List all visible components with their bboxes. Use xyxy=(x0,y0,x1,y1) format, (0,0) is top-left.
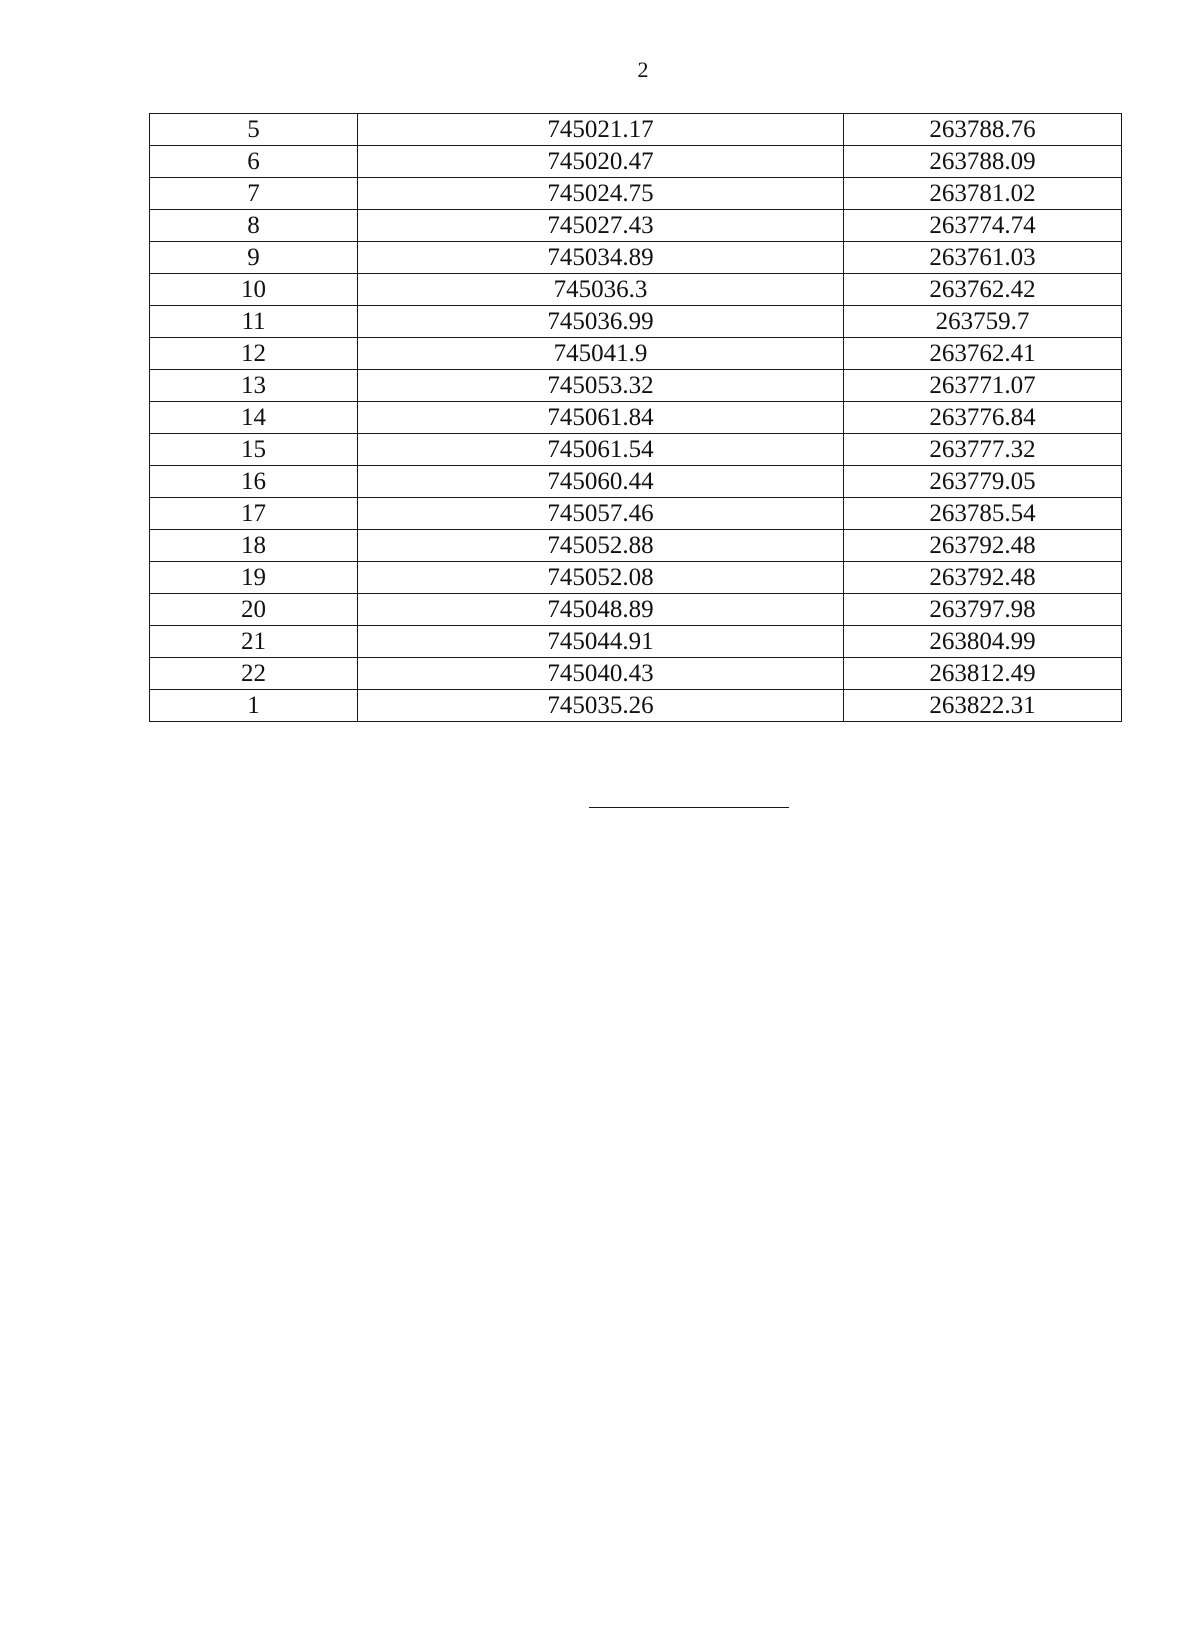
point-number-cell: 15 xyxy=(150,434,358,466)
table-row xyxy=(150,658,1122,690)
x-coordinate-cell: 745021.17 xyxy=(358,114,844,146)
x-coordinate-cell: 745027.43 xyxy=(358,210,844,242)
table-row xyxy=(150,306,1122,338)
y-coordinate-cell: 263776.84 xyxy=(844,402,1122,434)
table-row xyxy=(150,114,1122,146)
y-coordinate-cell: 263812.49 xyxy=(844,658,1122,690)
table-row xyxy=(150,690,1122,722)
x-coordinate-cell: 745057.46 xyxy=(358,498,844,530)
point-number-cell: 7 xyxy=(150,178,358,210)
y-coordinate-cell: 263779.05 xyxy=(844,466,1122,498)
table-row xyxy=(150,242,1122,274)
table-row xyxy=(150,626,1122,658)
x-coordinate-cell: 745052.88 xyxy=(358,530,844,562)
y-coordinate-cell: 263761.03 xyxy=(844,242,1122,274)
table-row xyxy=(150,178,1122,210)
point-number-cell: 9 xyxy=(150,242,358,274)
x-coordinate-cell: 745040.43 xyxy=(358,658,844,690)
table-row xyxy=(150,402,1122,434)
coordinates-table-body xyxy=(150,114,1122,722)
x-coordinate-cell: 745036.99 xyxy=(358,306,844,338)
point-number-cell: 8 xyxy=(150,210,358,242)
y-coordinate-cell: 263781.02 xyxy=(844,178,1122,210)
x-coordinate-cell: 745061.84 xyxy=(358,402,844,434)
y-coordinate-cell: 263792.48 xyxy=(844,530,1122,562)
page-number: 2 xyxy=(637,57,649,82)
x-coordinate-cell: 745052.08 xyxy=(358,562,844,594)
point-number-cell: 6 xyxy=(150,146,358,178)
x-coordinate-cell: 745041.9 xyxy=(358,338,844,370)
point-number-cell: 20 xyxy=(150,594,358,626)
table-row xyxy=(150,562,1122,594)
x-coordinate-cell: 745020.47 xyxy=(358,146,844,178)
x-coordinate-cell: 745048.89 xyxy=(358,594,844,626)
point-number-cell: 10 xyxy=(150,274,358,306)
y-coordinate-cell: 263759.7 xyxy=(844,306,1122,338)
y-coordinate-cell: 263762.41 xyxy=(844,338,1122,370)
point-number-cell: 17 xyxy=(150,498,358,530)
y-coordinate-cell: 263788.76 xyxy=(844,114,1122,146)
table-row xyxy=(150,210,1122,242)
point-number-cell: 22 xyxy=(150,658,358,690)
y-coordinate-cell: 263774.74 xyxy=(844,210,1122,242)
y-coordinate-cell: 263762.42 xyxy=(844,274,1122,306)
point-number-cell: 14 xyxy=(150,402,358,434)
point-number-cell: 12 xyxy=(150,338,358,370)
x-coordinate-cell: 745061.54 xyxy=(358,434,844,466)
x-coordinate-cell: 745034.89 xyxy=(358,242,844,274)
table-row xyxy=(150,594,1122,626)
x-coordinate-cell: 745035.26 xyxy=(358,690,844,722)
point-number-cell: 21 xyxy=(150,626,358,658)
y-coordinate-cell: 263771.07 xyxy=(844,370,1122,402)
x-coordinate-cell: 745060.44 xyxy=(358,466,844,498)
y-coordinate-cell: 263792.48 xyxy=(844,562,1122,594)
point-number-cell: 18 xyxy=(150,530,358,562)
table-row xyxy=(150,338,1122,370)
y-coordinate-cell: 263804.99 xyxy=(844,626,1122,658)
table-row xyxy=(150,434,1122,466)
point-number-cell: 1 xyxy=(150,690,358,722)
table-row xyxy=(150,466,1122,498)
y-coordinate-cell: 263785.54 xyxy=(844,498,1122,530)
point-number-cell: 19 xyxy=(150,562,358,594)
table-row xyxy=(150,146,1122,178)
x-coordinate-cell: 745044.91 xyxy=(358,626,844,658)
y-coordinate-cell: 263797.98 xyxy=(844,594,1122,626)
table-row xyxy=(150,530,1122,562)
table-row xyxy=(150,370,1122,402)
point-number-cell: 13 xyxy=(150,370,358,402)
point-number-cell: 11 xyxy=(150,306,358,338)
table-row xyxy=(150,498,1122,530)
point-number-cell: 16 xyxy=(150,466,358,498)
point-number-cell: 5 xyxy=(150,114,358,146)
x-coordinate-cell: 745024.75 xyxy=(358,178,844,210)
coordinates-table xyxy=(149,113,1122,722)
y-coordinate-cell: 263788.09 xyxy=(844,146,1122,178)
y-coordinate-cell: 263822.31 xyxy=(844,690,1122,722)
x-coordinate-cell: 745053.32 xyxy=(358,370,844,402)
y-coordinate-cell: 263777.32 xyxy=(844,434,1122,466)
table-row xyxy=(150,274,1122,306)
x-coordinate-cell: 745036.3 xyxy=(358,274,844,306)
end-divider-line xyxy=(589,807,789,808)
